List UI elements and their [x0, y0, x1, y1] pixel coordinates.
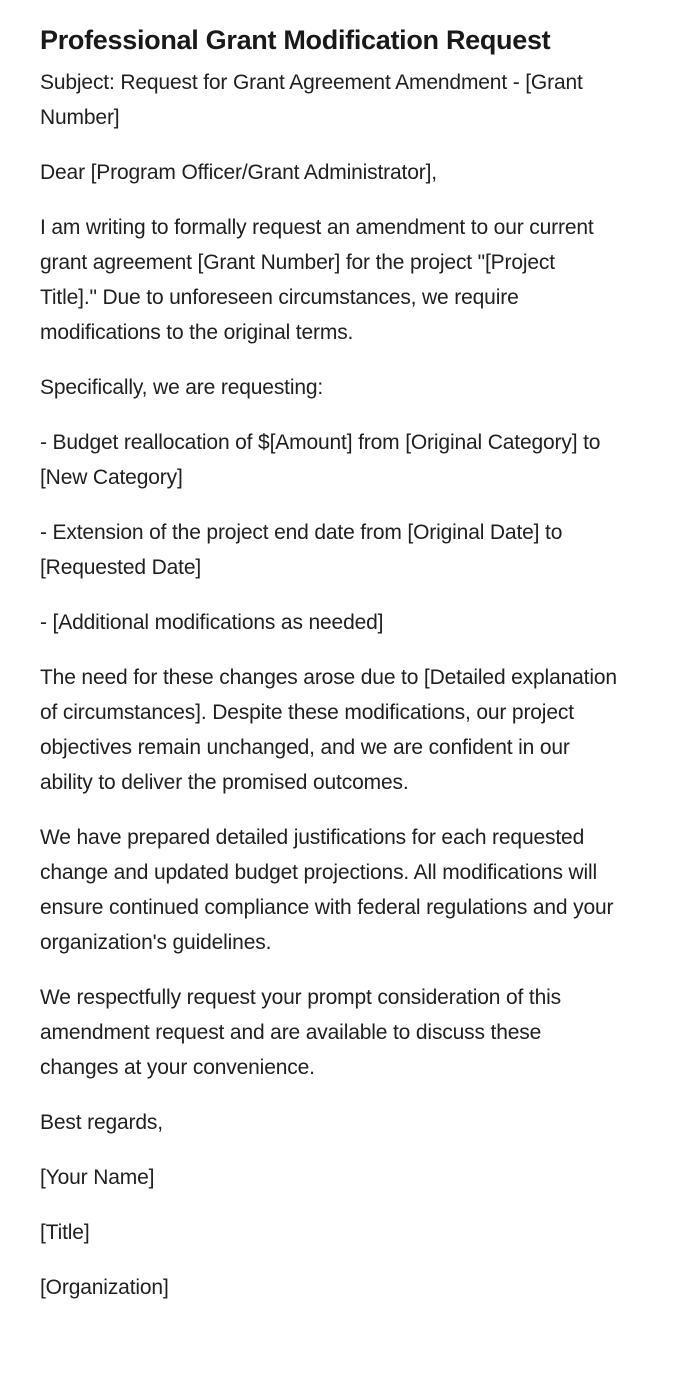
paragraph-bullet-budget-reallocation	[40, 425, 660, 495]
text-line: [New Category]	[40, 466, 183, 489]
paragraph-bullet-date-extension	[40, 515, 660, 585]
paragraph-request-lead-in	[40, 370, 660, 405]
paragraph-explanation	[40, 660, 660, 800]
text-line: ability to deliver the promised outcomes.	[40, 771, 409, 794]
text-line: Specifically, we are requesting:	[40, 376, 324, 399]
text-line: organization's guidelines.	[40, 931, 272, 954]
text-line: grant agreement [Grant Number] for the project "[Project	[40, 251, 555, 274]
text-line: ensure continued compliance with federal regulations and your	[40, 896, 614, 919]
text-line: - Extension of the project end date from [Original Date] to	[40, 521, 563, 544]
signature-title	[40, 1215, 660, 1250]
text-line: change and updated budget projections. All modifications will	[40, 861, 598, 884]
text-line: changes at your convenience.	[40, 1056, 315, 1079]
signature-name	[40, 1160, 660, 1195]
text-line: Title]." Due to unforeseen circumstances, we require	[40, 286, 519, 309]
paragraph-bullet-additional-modifications	[40, 605, 660, 640]
text-line: We have prepared detailed justifications for each requested	[40, 826, 585, 849]
text-line: [Your Name]	[40, 1166, 155, 1189]
text-line: amendment request and are available to discuss these	[40, 1021, 542, 1044]
text-line: Dear [Program Officer/Grant Administrator],	[40, 161, 437, 184]
paragraph-salutation	[40, 155, 660, 190]
paragraph-subject	[40, 65, 660, 135]
text-line: of circumstances]. Despite these modifications, our project	[40, 701, 574, 724]
text-line: Number]	[40, 106, 120, 129]
text-line: [Organization]	[40, 1276, 169, 1299]
text-line: - Budget reallocation of $[Amount] from [Original Category] to	[40, 431, 601, 454]
paragraph-signoff	[40, 1105, 660, 1140]
text-line: - [Additional modifications as needed]	[40, 611, 384, 634]
text-line: [Title]	[40, 1221, 90, 1244]
paragraph-intro	[40, 210, 660, 350]
text-line: I am writing to formally request an amendment to our current	[40, 216, 594, 239]
text-line: modifications to the original terms.	[40, 321, 354, 344]
paragraph-closing-request	[40, 980, 660, 1085]
paragraph-justification	[40, 820, 660, 960]
text-line: The need for these changes arose due to [Detailed explanation	[40, 666, 617, 689]
text-line: We respectfully request your prompt consideration of this	[40, 986, 561, 1009]
page-title: Professional Grant Modification Request	[40, 25, 551, 55]
text-line: [Requested Date]	[40, 556, 202, 579]
text-line: Best regards,	[40, 1111, 163, 1134]
signature-organization	[40, 1270, 660, 1305]
text-line: objectives remain unchanged, and we are confident in our	[40, 736, 570, 759]
text-line: Subject: Request for Grant Agreement Amendment - [Grant	[40, 71, 583, 94]
